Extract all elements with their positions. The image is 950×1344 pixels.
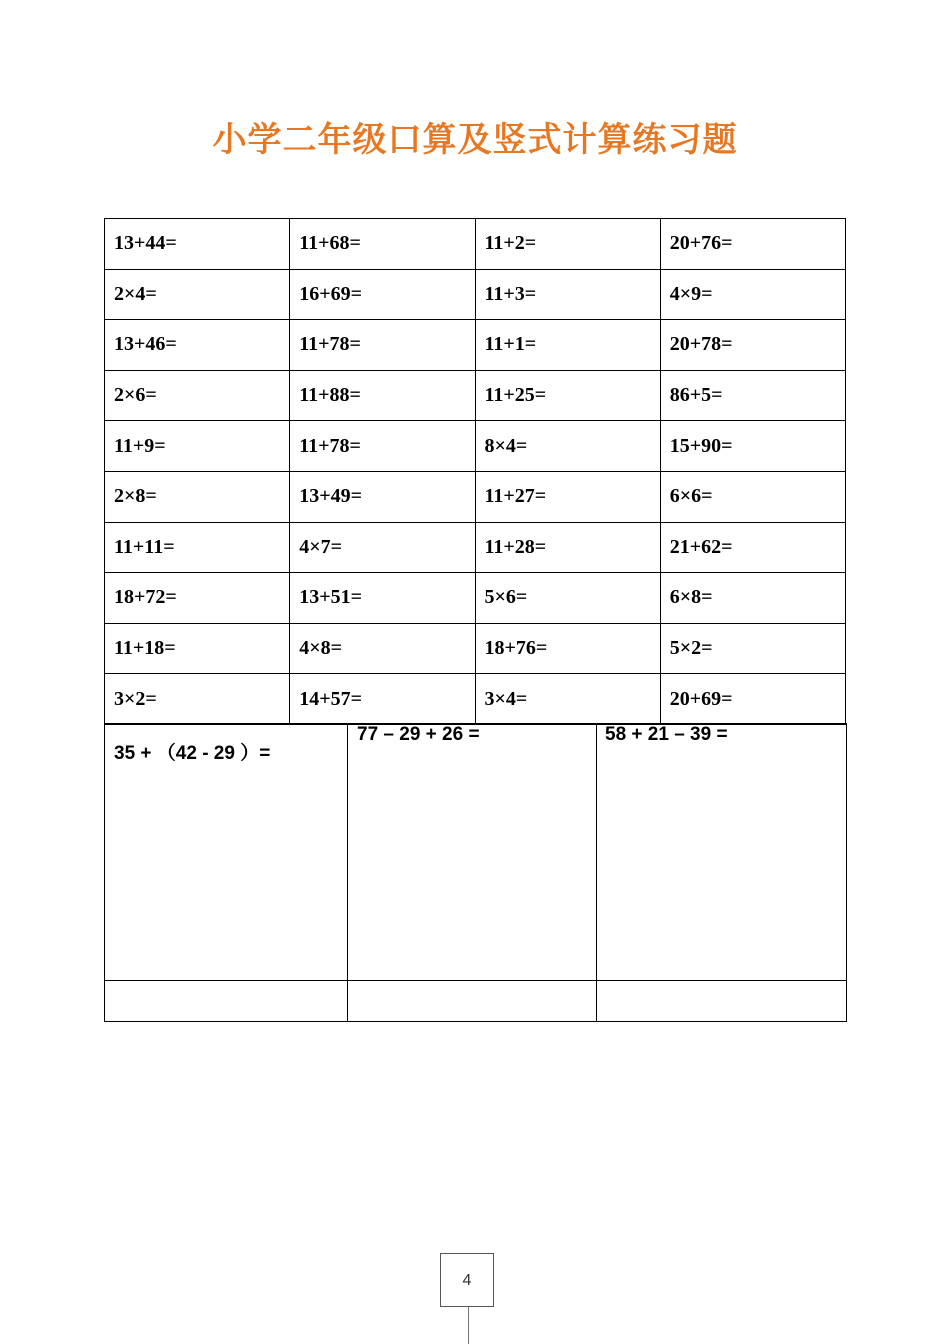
problem-cell: 13+44= [105, 219, 290, 270]
table-row [105, 320, 846, 371]
problem-cell: 21+62= [660, 522, 845, 573]
problem-cell: 11+9= [105, 421, 290, 472]
problem-cell: 11+78= [290, 421, 475, 472]
problem-cell: 6×6= [660, 471, 845, 522]
table-row [105, 269, 846, 320]
page-number: 4 [440, 1253, 494, 1307]
problem-cell: 11+25= [475, 370, 660, 421]
problem-cell: 3×4= [475, 674, 660, 725]
problem-cell: 3×2= [105, 674, 290, 725]
table-row [105, 370, 846, 421]
page-number-connector [468, 1307, 469, 1344]
problem-cell: 14+57= [290, 674, 475, 725]
table-row [105, 981, 847, 1022]
problem-cell: 11+27= [475, 471, 660, 522]
problem-cell: 11+78= [290, 320, 475, 371]
vertical-calculation-table [104, 723, 847, 1022]
answer-cell-1 [105, 981, 348, 1022]
problem-cell: 20+76= [660, 219, 845, 270]
problem-cell: 4×9= [660, 269, 845, 320]
vertical-problem-1: 35 + （42 - 29 ）= [105, 724, 348, 981]
problem-cell: 11+11= [105, 522, 290, 573]
problem-cell: 18+76= [475, 623, 660, 674]
problem-cell: 2×4= [105, 269, 290, 320]
problem-cell: 4×7= [290, 522, 475, 573]
table-row [105, 219, 846, 270]
problem-cell: 13+49= [290, 471, 475, 522]
problem-cell: 5×6= [475, 573, 660, 624]
problem-cell: 20+69= [660, 674, 845, 725]
table-row [105, 522, 846, 573]
table-row [105, 674, 846, 725]
problem-cell: 11+3= [475, 269, 660, 320]
problem-cell: 20+78= [660, 320, 845, 371]
problem-cell: 13+51= [290, 573, 475, 624]
problem-cell: 11+88= [290, 370, 475, 421]
problem-cell: 11+68= [290, 219, 475, 270]
problem-cell: 13+46= [105, 320, 290, 371]
problem-cell: 11+1= [475, 320, 660, 371]
problem-cell: 18+72= [105, 573, 290, 624]
vertical-problem-2: 77 – 29 + 26 = [348, 724, 597, 981]
problem-cell: 16+69= [290, 269, 475, 320]
problem-cell: 11+18= [105, 623, 290, 674]
problem-cell: 2×8= [105, 471, 290, 522]
vertical-problem-3: 58 + 21 – 39 = [597, 724, 847, 981]
problem-cell: 11+28= [475, 522, 660, 573]
problem-cell: 5×2= [660, 623, 845, 674]
table-row [105, 471, 846, 522]
table-row [105, 421, 846, 472]
problem-cell: 4×8= [290, 623, 475, 674]
table-row [105, 724, 847, 981]
problem-cell: 86+5= [660, 370, 845, 421]
page-title: 小学二年级口算及竖式计算练习题 [212, 120, 738, 160]
oral-arithmetic-table [104, 218, 846, 725]
problem-cell: 11+2= [475, 219, 660, 270]
table-row [105, 623, 846, 674]
problem-cell: 8×4= [475, 421, 660, 472]
problem-cell: 15+90= [660, 421, 845, 472]
problem-cell: 2×6= [105, 370, 290, 421]
answer-cell-2 [348, 981, 597, 1022]
answer-cell-3 [597, 981, 847, 1022]
problem-cell: 6×8= [660, 573, 845, 624]
table-row [105, 573, 846, 624]
